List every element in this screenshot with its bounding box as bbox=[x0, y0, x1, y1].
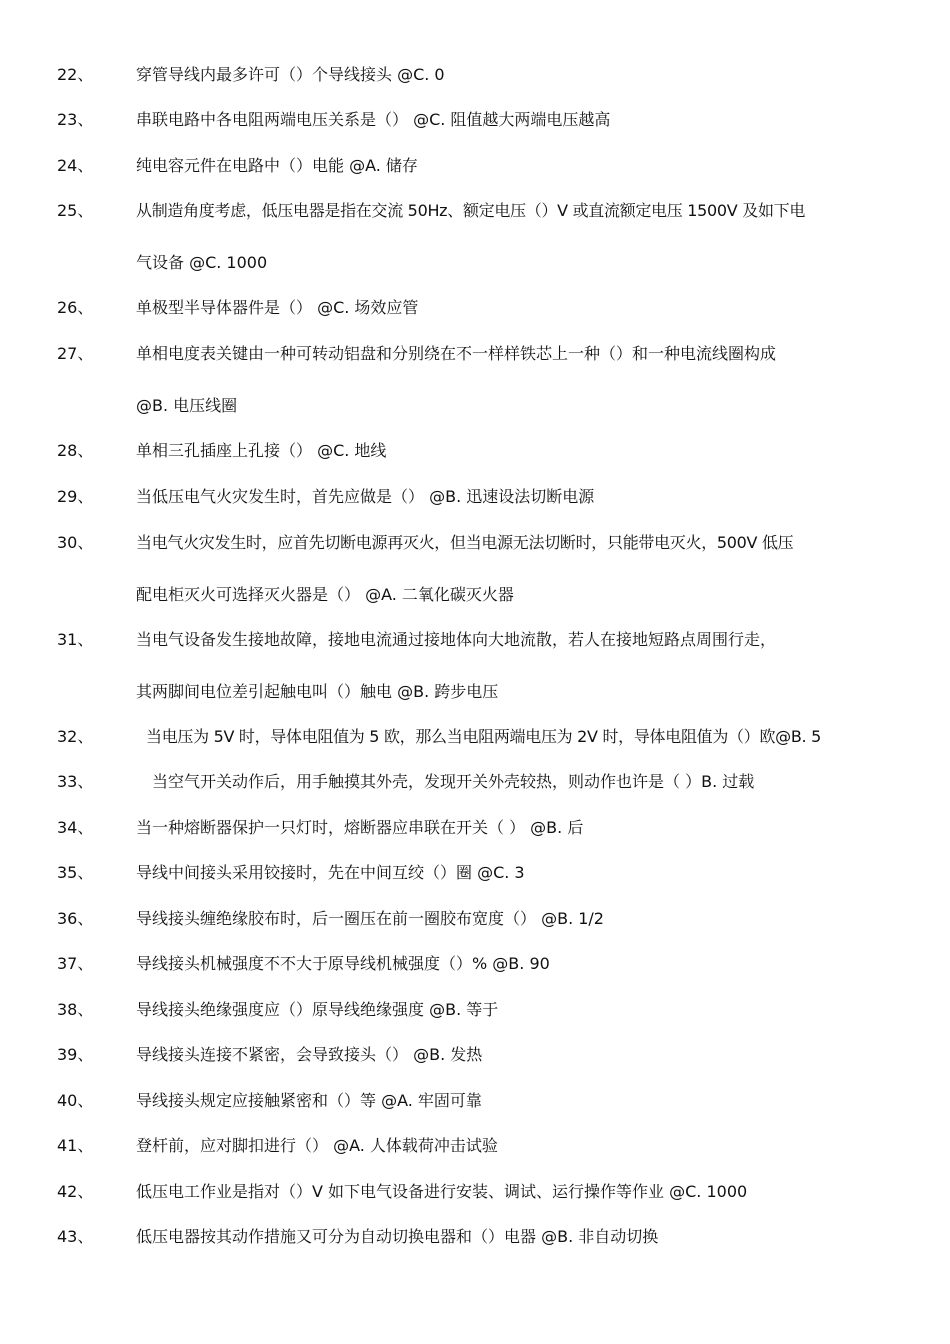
question-number: 39、 bbox=[57, 1045, 94, 1064]
question-text: 当电压为 5V 时，导体电阻值为 5 欧，那么当电阻两端电压为 2V 时，导体电阻值为（）欧@B. 5 bbox=[146, 727, 821, 746]
question-text: 登杆前，应对脚扣进行（） @A. 人体载荷冲击试验 bbox=[136, 1136, 498, 1155]
question-number: 24、 bbox=[57, 156, 94, 175]
question-text: 单相电度表关键由一种可转动铝盘和分别绕在不一样样铁芯上一种（）和一种电流线圈构成 bbox=[136, 344, 777, 363]
question-text: 导线接头机械强度不不大于原导线机械强度（）% @B. 90 bbox=[136, 954, 550, 973]
question-number: 23、 bbox=[57, 110, 94, 129]
question-number: 43、 bbox=[57, 1227, 94, 1246]
question-text: 当低压电气火灾发生时，首先应做是（） @B. 迅速设法切断电源 bbox=[136, 487, 595, 506]
question-text: 当一种熔断器保护一只灯时，熔断器应串联在开关（ ） @B. 后 bbox=[136, 818, 584, 837]
question-text: 导线接头绝缘强度应（）原导线绝缘强度 @B. 等于 bbox=[136, 1000, 499, 1019]
question-text: 串联电路中各电阻两端电压关系是（） @C. 阻值越大两端电压越高 bbox=[136, 110, 611, 129]
question-text-continued: 其两脚间电位差引起触电叫（）触电 @B. 跨步电压 bbox=[136, 682, 499, 701]
question-number: 33、 bbox=[57, 772, 94, 791]
question-text: 导线中间接头采用铰接时，先在中间互绞（）圈 @C. 3 bbox=[136, 863, 525, 882]
question-text: 从制造角度考虑，低压电器是指在交流 50Hz、额定电压（）V 或直流额定电压 1500V 及如下电 bbox=[136, 201, 806, 220]
question-text-continued: @B. 电压线圈 bbox=[136, 396, 238, 415]
question-text: 导线接头缠绝缘胶布时，后一圈压在前一圈胶布宽度（） @B. 1/2 bbox=[136, 909, 604, 928]
question-text: 低压电器按其动作措施又可分为自动切换电器和（）电器 @B. 非自动切换 bbox=[136, 1227, 659, 1246]
question-number: 30、 bbox=[57, 533, 94, 552]
question-number: 25、 bbox=[57, 201, 94, 220]
question-text: 当电气火灾发生时，应首先切断电源再灭火，但当电源无法切断时，只能带电灭火，500V 低压 bbox=[136, 533, 794, 552]
question-text: 低压电工作业是指对（）V 如下电气设备进行安装、调试、运行操作等作业 @C. 1000 bbox=[136, 1182, 748, 1201]
question-text-continued: 气设备 @C. 1000 bbox=[136, 253, 268, 272]
question-number: 42、 bbox=[57, 1182, 94, 1201]
question-text: 穿管导线内最多许可（）个导线接头 @C. 0 bbox=[136, 65, 445, 84]
question-number: 36、 bbox=[57, 909, 94, 928]
question-number: 27、 bbox=[57, 344, 94, 363]
question-number: 22、 bbox=[57, 65, 94, 84]
question-number: 26、 bbox=[57, 298, 94, 317]
question-text: 导线接头连接不紧密，会导致接头（） @B. 发热 bbox=[136, 1045, 483, 1064]
question-number: 28、 bbox=[57, 441, 94, 460]
question-number: 32、 bbox=[57, 727, 94, 746]
question-text: 纯电容元件在电路中（）电能 @A. 储存 bbox=[136, 156, 418, 175]
question-number: 40、 bbox=[57, 1091, 94, 1110]
question-text: 单极型半导体器件是（） @C. 场效应管 bbox=[136, 298, 419, 317]
question-number: 29、 bbox=[57, 487, 94, 506]
question-text: 导线接头规定应接触紧密和（）等 @A. 牢固可靠 bbox=[136, 1091, 482, 1110]
question-number: 31、 bbox=[57, 630, 94, 649]
question-number: 37、 bbox=[57, 954, 94, 973]
question-text: 当电气设备发生接地故障，接地电流通过接地体向大地流散，若人在接地短路点周围行走， bbox=[136, 630, 777, 649]
question-number: 34、 bbox=[57, 818, 94, 837]
question-text: 单相三孔插座上孔接（） @C. 地线 bbox=[136, 441, 387, 460]
question-number: 41、 bbox=[57, 1136, 94, 1155]
question-number: 35、 bbox=[57, 863, 94, 882]
question-text-continued: 配电柜灭火可选择灭火器是（） @A. 二氧化碳灭火器 bbox=[136, 585, 514, 604]
question-text: 当空气开关动作后，用手触摸其外壳，发现开关外壳较热，则动作也许是（ ）B. 过载 bbox=[152, 772, 755, 791]
question-number: 38、 bbox=[57, 1000, 94, 1019]
